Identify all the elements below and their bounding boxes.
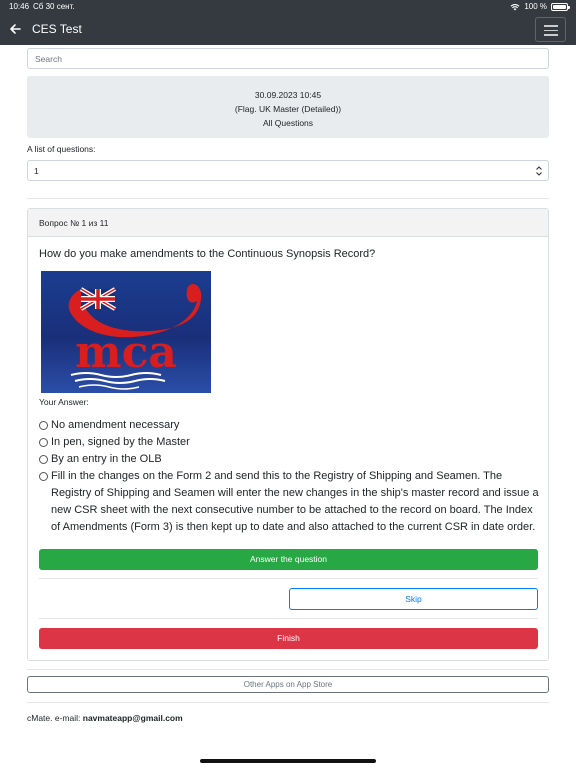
answer-option[interactable]	[39, 434, 539, 451]
answer-option-text: Fill in the changes on the Form 2 and send this to the Registry of Shipping and Seamen. The Registry of Shipping and Seamen will enter the new changes in the ship's master record and issue a new CSR sheet with the next consecutive number to be attached to the record on board. The Index of Amendments (Form 3) is then kept up to date and also attached to the current CSR in date order.	[51, 470, 539, 533]
your-answer-label: Your Answer:	[39, 397, 89, 407]
question-card	[27, 208, 549, 661]
answer-question-button[interactable]: Answer the question	[39, 549, 538, 570]
battery-percent: 100 %	[524, 2, 547, 11]
question-select-value: 1	[34, 166, 39, 176]
radio-button[interactable]	[39, 421, 48, 430]
back-arrow-icon[interactable]	[7, 21, 23, 37]
mca-logo-image	[41, 271, 211, 393]
question-text: How do you make amendments to the Continuous Synopsis Record?	[39, 248, 376, 260]
status-time: 10:46	[9, 2, 30, 11]
nav-bar	[0, 14, 576, 45]
wifi-icon	[510, 3, 520, 11]
status-date: Сб 30 сент.	[33, 2, 75, 11]
hamburger-bar	[544, 30, 558, 32]
test-info-box	[27, 76, 549, 138]
divider	[27, 669, 549, 670]
answer-option[interactable]	[39, 451, 539, 468]
hamburger-menu-icon	[544, 25, 558, 27]
status-indicators	[510, 2, 568, 11]
footer-prefix: cMate. e-mail:	[27, 713, 83, 723]
answer-options	[39, 417, 539, 536]
test-name: (Flag. UK Master (Detailed))	[234, 104, 342, 114]
radio-button[interactable]	[39, 455, 48, 464]
page-title: CES Test	[32, 22, 82, 36]
answer-option[interactable]	[39, 417, 539, 434]
footer-email-link[interactable]: navmateapp@gmail.com	[82, 713, 183, 723]
other-apps-button[interactable]: Other Apps on App Store	[27, 676, 549, 693]
radio-button[interactable]	[39, 438, 48, 447]
test-scope: All Questions	[262, 118, 314, 128]
select-chevron-icon	[535, 165, 543, 177]
hamburger-bar	[544, 34, 558, 36]
answer-option[interactable]	[39, 468, 539, 536]
answer-option-text: No amendment necessary	[51, 419, 180, 431]
radio-button[interactable]	[39, 472, 48, 481]
hamburger-menu-button[interactable]	[535, 17, 566, 42]
divider	[39, 578, 538, 579]
home-indicator	[200, 759, 376, 763]
footer	[27, 713, 183, 723]
finish-button[interactable]: Finish	[39, 628, 538, 649]
divider	[27, 198, 549, 199]
battery-icon	[551, 3, 568, 11]
divider	[27, 702, 549, 703]
question-counter: Вопрос № 1 из 11	[28, 209, 548, 237]
skip-button[interactable]: Skip	[289, 588, 538, 610]
question-select[interactable]	[27, 160, 549, 181]
logo-text: mca	[75, 327, 177, 378]
answer-option-text: By an entry in the OLB	[51, 453, 162, 465]
test-datetime: 30.09.2023 10:45	[254, 90, 322, 100]
status-bar	[0, 0, 576, 14]
divider	[39, 618, 538, 619]
question-list-label: A list of questions:	[27, 144, 96, 154]
search-input[interactable]	[27, 48, 549, 69]
answer-option-text: In pen, signed by the Master	[51, 436, 190, 448]
